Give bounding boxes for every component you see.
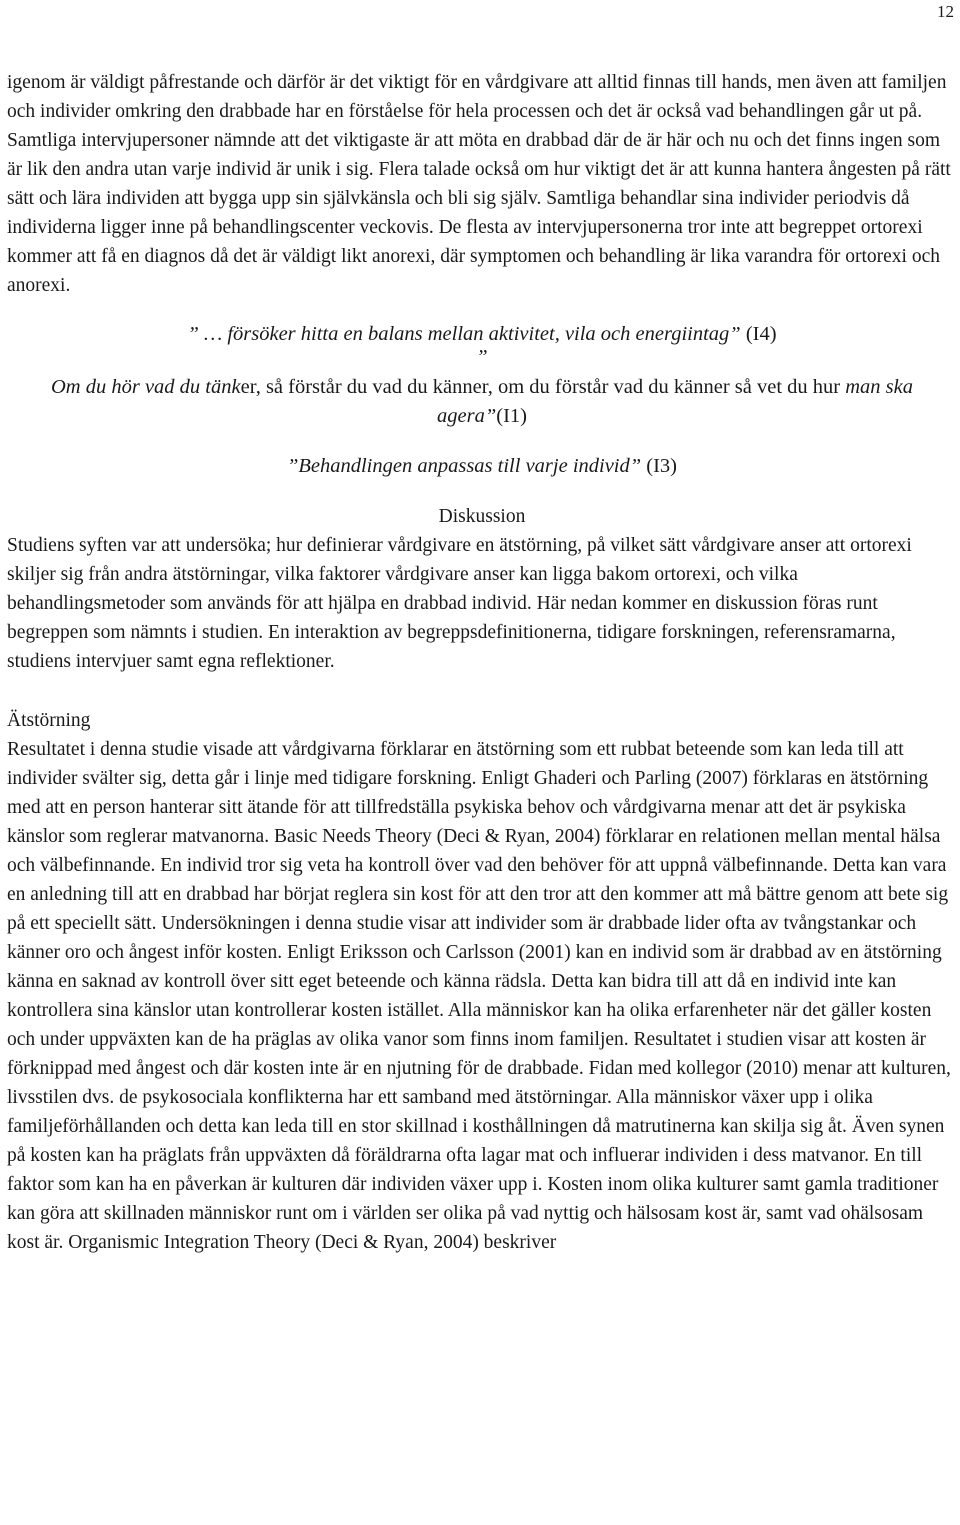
quote-i1-italic-b: man ska agera (437, 376, 913, 427)
quote-mark (7, 347, 957, 367)
heading-diskussion: Diskussion (438, 506, 526, 527)
quote-i1 (7, 373, 957, 431)
quote-i1-ref: (I1) (496, 405, 527, 427)
quote-i3-text: ”Behandlingen anpassas till varje individ” (286, 455, 642, 477)
document-body (7, 68, 957, 1257)
quote-i3 (7, 452, 957, 481)
quote-i1-plain-a: er, så förstår du vad du känner, om du förstår vad du känner så vet du hur (240, 376, 846, 398)
paragraph-intro: igenom är väldigt påfrestande och därför är det viktigt för en vårdgivare att alltid finnas till hands, men även att familjen och individer omkring den drabbade har en förståelse för hela processen och det är också vad behandlingen går ut på. Samtliga intervjupersoner nämnde att det viktigaste är att möta en drabbad där de är här och nu och det finns ingen som är lik den andra utan varje individ är unik i sig. Flera talade också om hur viktigt det är att kunna hantera ångesten på rätt sätt och lära individen att bygga upp sin självkänsla och bli sig själv. Samtliga behandlar sina individer periodvis då individerna ligger inne på behandlingscenter veckovis. De flesta av intervjupersonerna tror inte att begreppet ortorexi kommer att få en diagnos då det är väldigt likt anorexi, där symptomen och behandling är lika varandra för ortorexi och anorexi. (7, 72, 951, 296)
quote-i1-close: ” (484, 405, 497, 427)
heading-atstorning: Ätstörning (7, 710, 91, 731)
quote-i4-text: ” … försöker hitta en balans mellan aktivitet, vila och energiintag” (187, 323, 741, 345)
quote-mark-glyph: ” (476, 346, 488, 368)
quote-i3-ref: (I3) (641, 455, 678, 477)
page-number: 12 (937, 2, 954, 21)
quote-i4 (7, 320, 957, 349)
quote-i4-ref: (I4) (740, 323, 777, 345)
paragraph-atstorning: Resultatet i denna studie visade att vårdgivarna förklarar en ätstörning som ett rubbat beteende som kan leda till att individer svälter sig, detta går i linje med tidigare forskning. Enligt Ghaderi och Parling (2007) förklaras en ätstörning med att en person hanterar sitt ätande för att tillfredställa psykiska behov och vårdgivarna menar att det är psykiska känslor som reglerar matvanorna. Basic Needs Theory (Deci & Ryan, 2004) förklarar en relationen mellan mental hälsa och välbefinnande. En individ tror sig veta ha kontroll över vad den behöver för att uppnå välbefinnande. Detta kan vara en anledning till att en drabbad har börjat reglera sin kost för att den tror att den kommer att må bättre genom att bete sig på ett speciellt sätt. Undersökningen i denna studie visar att individer som är drabbade lider ofta av tvångstankar och känner oro och ångest inför kosten. Enligt Eriksson och Carlsson (2001) kan en individ som är drabbad av en ätstörning känna en saknad av kontroll över sitt eget beteende och känna rädsla. Detta kan bidra till att då en individ inte kan kontrollera sina känslor utan kontrollerar kosten istället. Alla människor kan ha olika erfarenheter när det gäller kosten och under uppväxten kan de ha präglas av olika vanor som finns inom familjen. Resultatet i studien visar att kosten är förknippad med ångest och där kosten inte är en njutning för de drabbade. Fidan med kollegor (2010) menar att kulturen, livsstilen dvs. de psykosociala konflikterna har ett samband med ätstörningar. Alla människor växer upp i olika familjeförhållanden och detta kan leda till en stor skillnad i kosthållningen då matrutinerna kan skilja sig åt. Även synen på kosten kan ha präglats från uppväxten då föräldrarna ofta lagar mat och influerar individen i dess matvanor. En till faktor som kan ha en påverkan är kulturen där individen växer upp i. Kosten inom olika kulturer samt gamla traditioner kan göra att skillnaden människor runt om i världen ser olika på vad nyttig och hälsosam kost är, samt vad ohälsosam kost är. Organismic Integration Theory (Deci & Ryan, 2004) beskriver (7, 739, 951, 1253)
paragraph-diskussion: Studiens syften var att undersöka; hur definierar vårdgivare en ätstörning, på vilket sätt vårdgivare anser att ortorexi skiljer sig från andra ätstörningar, vilka faktorer vårdgivare anser kan ligga bakom ortorexi, och vilka behandlingsmetoder som används för att hjälpa en drabbad individ. Här nedan kommer en diskussion föras runt begreppen som nämnts i studien. En interaktion av begreppsdefinitionerna, tidigare forskningen, referensramarna, studiens intervjuer samt egna reflektioner. (7, 535, 912, 672)
quote-i1-italic-a: Om du hör vad du tänk (50, 376, 241, 398)
